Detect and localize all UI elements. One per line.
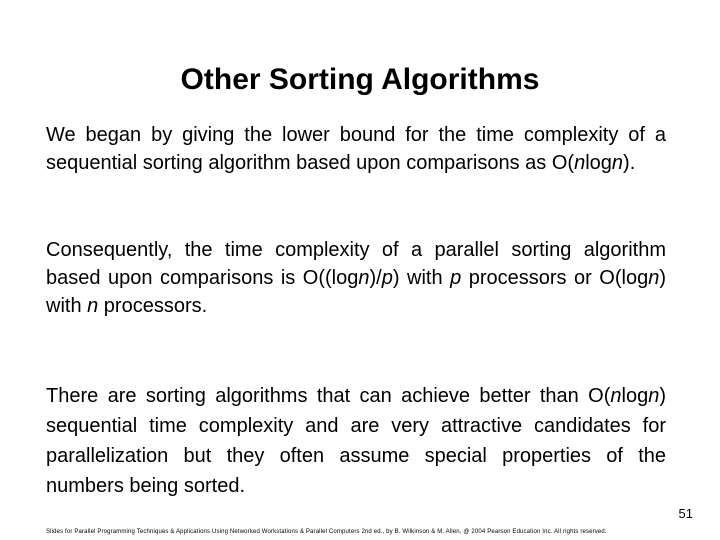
paragraph-better-algorithms (46, 381, 666, 501)
math-variable: n (358, 267, 370, 289)
paragraph-text: processors. (98, 295, 208, 317)
paragraph-text: )/ (369, 267, 382, 289)
slide-title: Other Sorting Algorithms (180, 63, 540, 96)
math-variable: n (611, 152, 624, 174)
paragraph-text: log (621, 385, 649, 407)
paragraph-text: ) with (392, 267, 451, 289)
paragraph-text: processors or O(log (461, 267, 649, 289)
math-variable: n (610, 385, 622, 407)
paragraph-text: ). (623, 152, 636, 174)
math-variable: n (574, 152, 586, 174)
paragraph-lower-bound (46, 121, 666, 177)
paragraph-text: Consequently, the time complexity of a parallel sorting algorithm based upon comparisons is O((log (46, 239, 666, 289)
footer-credit: Slides for Parallel Programming Techniques & Applications Using Networked Workstations & Parallel Computers 2nd ed., by B. Wilkinson & M. Allen, @ 2004 Pearson Education Inc. All rights reserved. (46, 529, 607, 535)
page-number: 51 (678, 506, 693, 521)
math-variable: n (87, 295, 99, 317)
paragraph-text: We began by giving the lower bound for the time complexity of a sequential sorting algorithm based upon comparisons as O( (46, 124, 666, 174)
math-variable: n (648, 267, 660, 289)
paragraph-parallel-complexity (46, 236, 666, 320)
math-variable: p (450, 267, 462, 289)
paragraph-text: ) sequential time complexity and are very attractive candidates for parallelization but they often assume special properties of the numbers being sorted. (46, 385, 666, 497)
math-variable: n (648, 385, 660, 407)
paragraph-text: ) with (46, 267, 667, 317)
paragraph-text: There are sorting algorithms that can achieve better than O( (46, 385, 611, 407)
paragraph-text: log (585, 152, 612, 174)
math-variable: p (381, 267, 393, 289)
